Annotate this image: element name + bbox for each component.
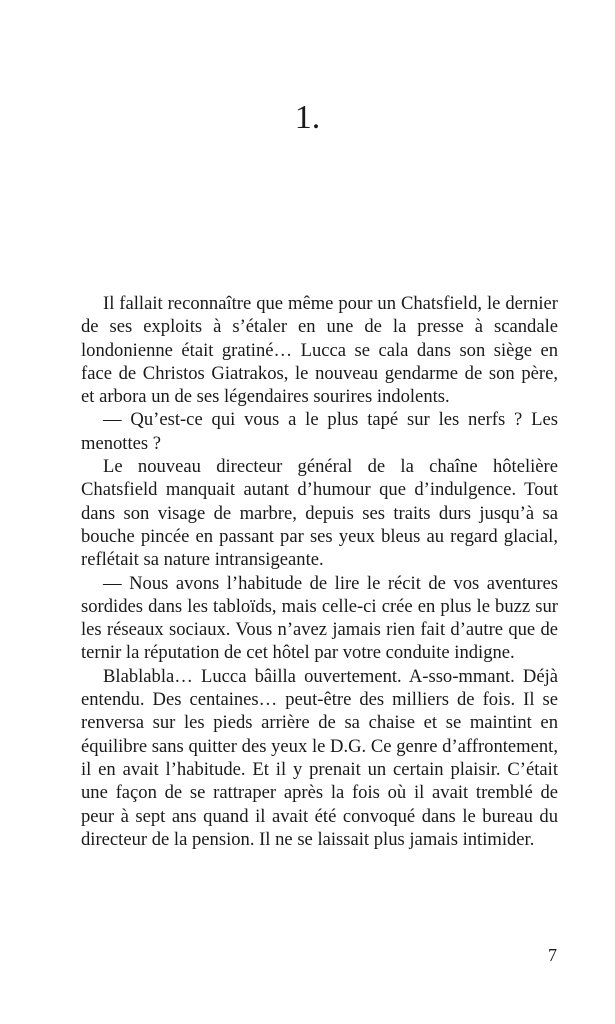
paragraph: Le nouveau directeur général de la chaîne hôtelière Chatsfield manquait autant d’humour que d’indulgence. Tout dans son visage de marbre, depuis ses traits durs jusqu’à sa bouche pincée en passant par ses yeux bleus au regard glacial, reflétait sa nature intransigeante. xyxy=(81,456,558,571)
chapter-number: 1. xyxy=(294,99,321,136)
page-number: 7 xyxy=(548,945,557,965)
body-text xyxy=(81,292,558,851)
paragraph: Blablabla… Lucca bâilla ouvertement. A-sso-mmant. Déjà entendu. Des centaines… peut-être des milliers de fois. Il se renversa sur les pieds arrière de sa chaise et se maintint en équilibre sans quitter des yeux le D.G. Ce genre d’affrontement, il en avait l’habitude. Et il y prenait un certain plaisir. C’était une façon de se rattraper après la fois où il avait tremblé de peur à sept ans quand il avait été convoqué dans le bureau du directeur de la pension. Il ne se laissait plus jamais intimider. xyxy=(81,665,558,850)
paragraph: — Nous avons l’habitude de lire le récit de vos aventures sordides dans les tabloïds, mais celle-ci crée en plus le buzz sur les réseaux sociaux. Vous n’avez jamais rien fait d’autre que de ternir la réputation de cet hôtel par votre conduite indigne. xyxy=(81,572,558,664)
paragraph: Il fallait reconnaître que même pour un Chatsfield, le dernier de ses exploits à s’étaler en une de la presse à scandale londonienne était gratiné… Lucca se cala dans son siège en face de Christos Giatrakos, le nouveau gendarme de son père, et arbora un de ses légendaires sourires indolents. xyxy=(81,293,558,408)
paragraph: — Qu’est-ce qui vous a le plus tapé sur les nerfs ? Les menottes ? xyxy=(81,409,558,454)
